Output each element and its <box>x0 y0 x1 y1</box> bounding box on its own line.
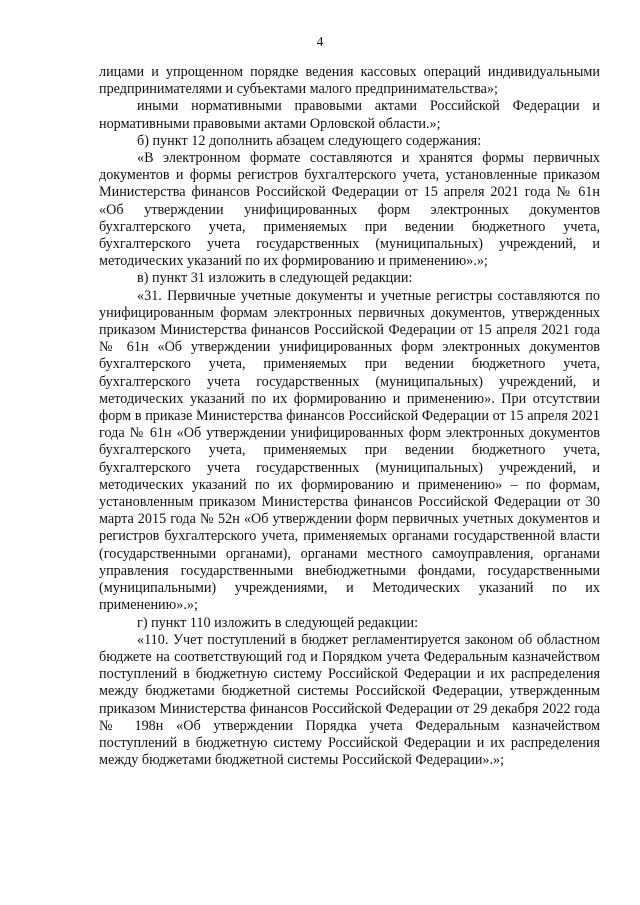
page-number: 4 <box>316 34 324 49</box>
paragraph-continuation: лицами и упрощенном порядке ведения кассовых операций индивидуальными предпринимателями и субъектами малого предпринимательства»; <box>99 64 600 98</box>
paragraph-item-g: г) пункт 110 изложить в следующей редакции: <box>137 614 419 631</box>
paragraph-point-110: «110. Учет поступлений в бюджет регламентируется законом об областном бюджете на соответствующий год и Порядком учета Федеральным казначейством поступлений в бюджетную систему Российской Федерации и их распределения между бюджетами бюджетной системы Российской Федерации, утвержденным приказом Министерства финансов Российской Федерации от 29 декабря 2022 года № 198н «Об утверждении Порядка учета Федеральным казначейством поступлений в бюджетную систему Российской Федерации и их распределения между бюджетами бюджетной системы Российской Федерации».»; <box>99 631 600 769</box>
paragraph-point-31: «31. Первичные учетные документы и учетные регистры составляются по унифицированным формам электронных первичных документов, утвержденных приказом Министерства финансов Российской Федерации от 15 апреля 2021 года № 61н «Об утверждении унифицированных форм электронных документов бухгалтерского учета, применяемых при ведении бюджетного учета, бухгалтерского учета государственных (муниципальных) учреждений, и методических указаний по их формированию и применению». При отсутствии форм в приказе Министерства финансов Российской Федерации от 15 апреля 2021 года № 61н «Об утверждении унифицированных форм электронных документов бухгалтерского учета, применяемых при ведении бюджетного учета, бухгалтерского учета государственных (муниципальных) учреждений, и методических указаний по их формированию и применению» – по формам, установленным приказом Министерства финансов Российской Федерации от 30 марта 2015 года № 52н «Об утверждении форм первичных учетных документов и регистров бухгалтерского учета, применяемых органами государственной власти (государственными органами), органами местного самоуправления, органами управления государственными внебюджетными фондами, государственными (муниципальными) учреждениями, и Методических указаний по их применению».»; <box>99 287 600 614</box>
document-body <box>99 64 600 769</box>
paragraph-other-acts: иными нормативными правовыми актами Российской Федерации и нормативными правовыми актами Орловской области.»; <box>99 98 600 132</box>
paragraph-item-v: в) пункт 31 изложить в следующей редакции: <box>137 270 413 287</box>
paragraph-electronic-format: «В электронном формате составляются и хранятся формы первичных документов и формы регистров бухгалтерского учета, установленные приказом Министерства финансов Российской Федерации от 15 апреля 2021 года № 61н «Об утверждении унифицированных форм электронных документов бухгалтерского учета, применяемых при ведении бюджетного учета, бухгалтерского учета государственных (муниципальных) учреждений, и методических указаний по их формированию и применению».»; <box>99 150 600 270</box>
paragraph-item-b: б) пункт 12 дополнить абзацем следующего содержания: <box>137 132 482 149</box>
